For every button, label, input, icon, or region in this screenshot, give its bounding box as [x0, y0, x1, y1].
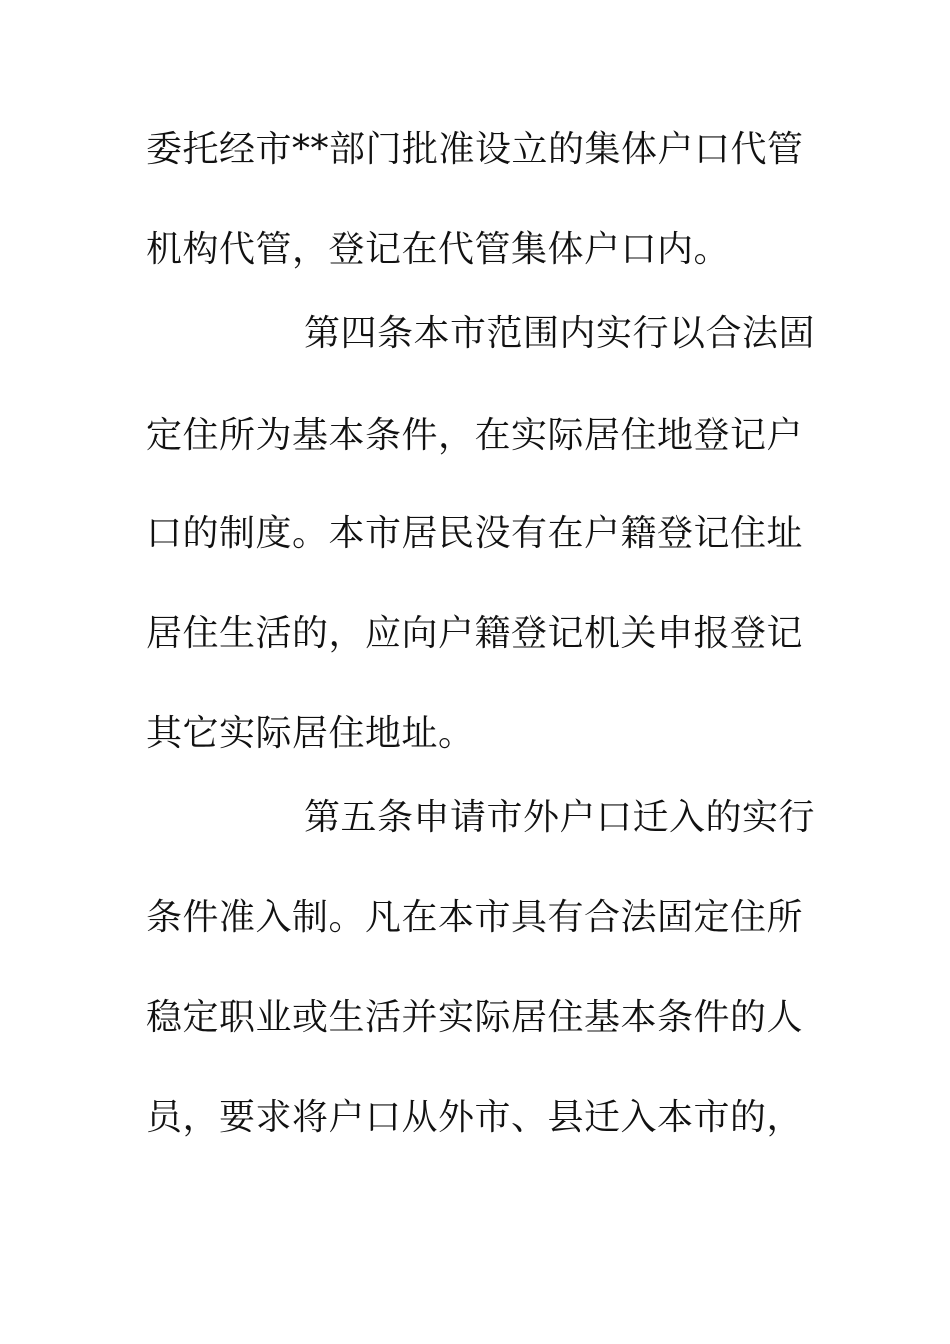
- text-line-4: 定住所为基本条件，在实际居住地登记户: [146, 415, 804, 456]
- text-line-9: 条件准入制。凡在本市具有合法固定住所: [146, 897, 804, 938]
- article-5-heading-line: 第五条申请市外户口迁入的实行: [304, 797, 816, 838]
- article-4-heading-line: 第四条本市范围内实行以合法固: [304, 313, 816, 354]
- text-line-6: 居住生活的，应向户籍登记机关申报登记: [146, 613, 804, 654]
- text-line-10: 稳定职业或生活并实际居住基本条件的人: [146, 997, 804, 1038]
- text-line-1: 委托经市**部门批准设立的集体户口代管: [146, 129, 804, 170]
- text-line-7: 其它实际居住地址。: [146, 713, 475, 754]
- text-line-5: 口的制度。本市居民没有在户籍登记住址: [146, 513, 804, 554]
- text-line-11: 员，要求将户口从外市、县迁入本市的，: [146, 1097, 804, 1138]
- text-line-2: 机构代管，登记在代管集体户口内。: [146, 229, 731, 270]
